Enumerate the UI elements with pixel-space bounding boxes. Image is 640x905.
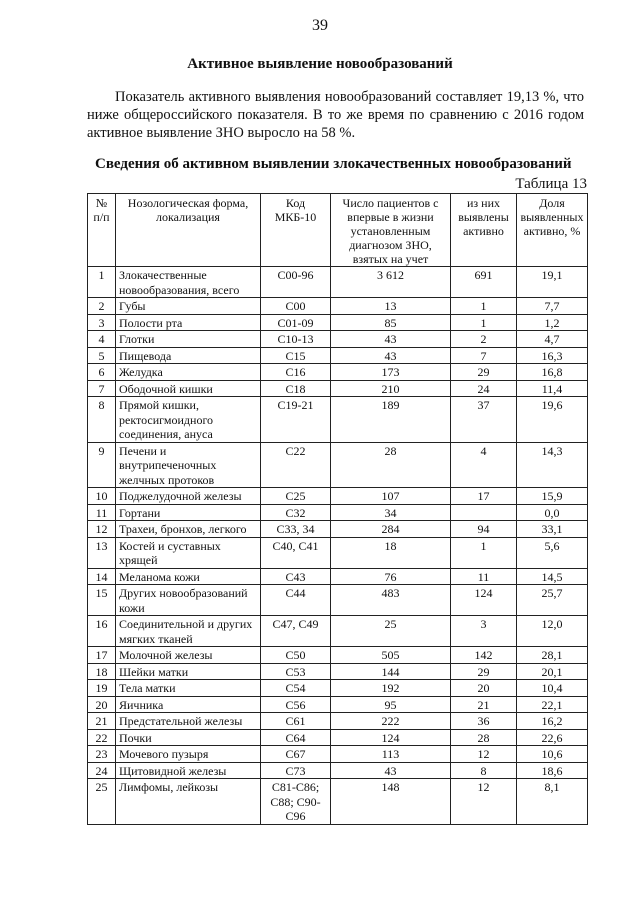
table-row bbox=[88, 537, 588, 568]
row-number: 6 bbox=[88, 364, 116, 381]
row-localization: Почки bbox=[116, 729, 261, 746]
row-localization: Желудка bbox=[116, 364, 261, 381]
row-number: 3 bbox=[88, 314, 116, 331]
row-patients: 25 bbox=[331, 616, 451, 647]
row-share: 11,4 bbox=[517, 380, 588, 397]
table-row bbox=[88, 504, 588, 521]
row-number: 19 bbox=[88, 680, 116, 697]
table-row bbox=[88, 680, 588, 697]
row-patients: 43 bbox=[331, 331, 451, 348]
row-number: 2 bbox=[88, 298, 116, 315]
row-share: 25,7 bbox=[517, 585, 588, 616]
row-share: 7,7 bbox=[517, 298, 588, 315]
body-paragraph bbox=[87, 88, 584, 142]
row-patients: 18 bbox=[331, 537, 451, 568]
row-number: 10 bbox=[88, 488, 116, 505]
row-icd-code: С19-21 bbox=[261, 397, 331, 443]
row-share: 28,1 bbox=[517, 647, 588, 664]
row-patients: 113 bbox=[331, 746, 451, 763]
row-active: 12 bbox=[451, 779, 517, 825]
row-icd-code: С25 bbox=[261, 488, 331, 505]
row-active: 29 bbox=[451, 364, 517, 381]
row-icd-code: С67 bbox=[261, 746, 331, 763]
row-number: 17 bbox=[88, 647, 116, 664]
row-number: 5 bbox=[88, 347, 116, 364]
row-icd-code: С15 bbox=[261, 347, 331, 364]
row-share: 8,1 bbox=[517, 779, 588, 825]
row-active: 12 bbox=[451, 746, 517, 763]
row-localization: Глотки bbox=[116, 331, 261, 348]
table-row bbox=[88, 331, 588, 348]
row-icd-code: С10-13 bbox=[261, 331, 331, 348]
row-active: 2 bbox=[451, 331, 517, 348]
row-patients: 95 bbox=[331, 696, 451, 713]
row-localization: Пищевода bbox=[116, 347, 261, 364]
row-localization: Молочной железы bbox=[116, 647, 261, 664]
row-number: 25 bbox=[88, 779, 116, 825]
row-active: 94 bbox=[451, 521, 517, 538]
row-active: 691 bbox=[451, 267, 517, 298]
row-patients: 192 bbox=[331, 680, 451, 697]
table-row bbox=[88, 779, 588, 825]
row-patients: 76 bbox=[331, 568, 451, 585]
row-share: 5,6 bbox=[517, 537, 588, 568]
row-icd-code: С01-09 bbox=[261, 314, 331, 331]
row-active: 8 bbox=[451, 762, 517, 779]
row-share: 22,1 bbox=[517, 696, 588, 713]
row-localization: Предстательной железы bbox=[116, 713, 261, 730]
row-share: 14,5 bbox=[517, 568, 588, 585]
table-row bbox=[88, 616, 588, 647]
row-active: 1 bbox=[451, 314, 517, 331]
row-patients: 43 bbox=[331, 762, 451, 779]
row-active: 142 bbox=[451, 647, 517, 664]
table-row bbox=[88, 521, 588, 538]
row-share: 19,6 bbox=[517, 397, 588, 443]
table-row bbox=[88, 298, 588, 315]
row-active bbox=[451, 504, 517, 521]
table-row bbox=[88, 267, 588, 298]
row-share: 16,3 bbox=[517, 347, 588, 364]
row-active: 20 bbox=[451, 680, 517, 697]
row-active: 29 bbox=[451, 663, 517, 680]
row-localization: Полости рта bbox=[116, 314, 261, 331]
row-number: 12 bbox=[88, 521, 116, 538]
row-localization: Прямой кишки, ректосигмоидного соединения, ануса bbox=[116, 397, 261, 443]
table-row bbox=[88, 364, 588, 381]
row-share: 20,1 bbox=[517, 663, 588, 680]
row-icd-code: С40, С41 bbox=[261, 537, 331, 568]
row-active: 17 bbox=[451, 488, 517, 505]
row-icd-code: С18 bbox=[261, 380, 331, 397]
row-number: 4 bbox=[88, 331, 116, 348]
row-localization: Ободочной кишки bbox=[116, 380, 261, 397]
table-row bbox=[88, 729, 588, 746]
page-number: 39 bbox=[312, 17, 328, 34]
row-number: 22 bbox=[88, 729, 116, 746]
row-patients: 34 bbox=[331, 504, 451, 521]
row-icd-code: С44 bbox=[261, 585, 331, 616]
row-number: 11 bbox=[88, 504, 116, 521]
row-patients: 222 bbox=[331, 713, 451, 730]
row-number: 16 bbox=[88, 616, 116, 647]
row-number: 9 bbox=[88, 442, 116, 488]
col-header-number: № п/п bbox=[88, 194, 116, 267]
row-localization: Гортани bbox=[116, 504, 261, 521]
table-row bbox=[88, 663, 588, 680]
row-icd-code: С61 bbox=[261, 713, 331, 730]
table-label: Таблица 13 bbox=[515, 176, 587, 192]
row-icd-code: С16 bbox=[261, 364, 331, 381]
row-patients: 189 bbox=[331, 397, 451, 443]
row-localization: Трахеи, бронхов, легкого bbox=[116, 521, 261, 538]
table-row bbox=[88, 314, 588, 331]
table-row bbox=[88, 696, 588, 713]
row-share: 14,3 bbox=[517, 442, 588, 488]
table-row bbox=[88, 713, 588, 730]
row-active: 28 bbox=[451, 729, 517, 746]
row-active: 37 bbox=[451, 397, 517, 443]
row-active: 7 bbox=[451, 347, 517, 364]
row-patients: 148 bbox=[331, 779, 451, 825]
row-number: 7 bbox=[88, 380, 116, 397]
row-number: 13 bbox=[88, 537, 116, 568]
row-icd-code: С33, 34 bbox=[261, 521, 331, 538]
row-icd-code: С54 bbox=[261, 680, 331, 697]
row-share: 16,2 bbox=[517, 713, 588, 730]
row-localization: Шейки матки bbox=[116, 663, 261, 680]
table-row bbox=[88, 380, 588, 397]
row-icd-code: С64 bbox=[261, 729, 331, 746]
row-icd-code: С81-С86; С88; С90-С96 bbox=[261, 779, 331, 825]
row-patients: 28 bbox=[331, 442, 451, 488]
row-patients: 210 bbox=[331, 380, 451, 397]
row-active: 124 bbox=[451, 585, 517, 616]
col-header-icd-code: Код МКБ-10 bbox=[261, 194, 331, 267]
row-patients: 107 bbox=[331, 488, 451, 505]
row-icd-code: С00 bbox=[261, 298, 331, 315]
row-share: 18,6 bbox=[517, 762, 588, 779]
row-icd-code: С00-96 bbox=[261, 267, 331, 298]
table-header-row bbox=[88, 194, 588, 267]
row-active: 11 bbox=[451, 568, 517, 585]
col-header-share: Доля выявленных активно, % bbox=[517, 194, 588, 267]
table-row bbox=[88, 585, 588, 616]
row-icd-code: С73 bbox=[261, 762, 331, 779]
row-active: 1 bbox=[451, 298, 517, 315]
row-share: 15,9 bbox=[517, 488, 588, 505]
row-share: 19,1 bbox=[517, 267, 588, 298]
section-heading: Активное выявление новообразований bbox=[187, 56, 453, 72]
row-icd-code: С47, С49 bbox=[261, 616, 331, 647]
row-patients: 43 bbox=[331, 347, 451, 364]
row-share: 10,6 bbox=[517, 746, 588, 763]
row-patients: 144 bbox=[331, 663, 451, 680]
row-localization: Губы bbox=[116, 298, 261, 315]
row-patients: 85 bbox=[331, 314, 451, 331]
row-number: 1 bbox=[88, 267, 116, 298]
row-number: 15 bbox=[88, 585, 116, 616]
row-icd-code: С53 bbox=[261, 663, 331, 680]
table-title: Сведения об активном выявлении злокачественных новообразований bbox=[95, 156, 572, 172]
row-active: 36 bbox=[451, 713, 517, 730]
col-header-patients: Число пациентов с впервые в жизни установленным диагнозом ЗНО, взятых на учет bbox=[331, 194, 451, 267]
row-localization: Костей и суставных хрящей bbox=[116, 537, 261, 568]
data-table bbox=[87, 193, 588, 825]
row-number: 20 bbox=[88, 696, 116, 713]
row-share: 22,6 bbox=[517, 729, 588, 746]
row-patients: 3 612 bbox=[331, 267, 451, 298]
row-localization: Печени и внутрипеченочных желчных протоков bbox=[116, 442, 261, 488]
row-share: 1,2 bbox=[517, 314, 588, 331]
row-patients: 505 bbox=[331, 647, 451, 664]
row-share: 16,8 bbox=[517, 364, 588, 381]
paragraph-text: Показатель активного выявления новообразований составляет 19,13 %, что ниже общероссийского показателя. В то же время по сравнению с 2016 годом активное выявление ЗНО выросло на 58 %. bbox=[87, 89, 584, 141]
row-icd-code: С43 bbox=[261, 568, 331, 585]
table-row bbox=[88, 488, 588, 505]
table-row bbox=[88, 442, 588, 488]
row-localization: Других новообразований кожи bbox=[116, 585, 261, 616]
row-localization: Мочевого пузыря bbox=[116, 746, 261, 763]
row-localization: Поджелудочной железы bbox=[116, 488, 261, 505]
col-header-active: из них выявлены активно bbox=[451, 194, 517, 267]
table-row bbox=[88, 347, 588, 364]
row-number: 21 bbox=[88, 713, 116, 730]
row-number: 18 bbox=[88, 663, 116, 680]
row-active: 3 bbox=[451, 616, 517, 647]
row-localization: Меланома кожи bbox=[116, 568, 261, 585]
row-number: 8 bbox=[88, 397, 116, 443]
row-active: 21 bbox=[451, 696, 517, 713]
row-icd-code: С56 bbox=[261, 696, 331, 713]
row-patients: 13 bbox=[331, 298, 451, 315]
table-row bbox=[88, 762, 588, 779]
row-share: 12,0 bbox=[517, 616, 588, 647]
row-number: 24 bbox=[88, 762, 116, 779]
row-patients: 124 bbox=[331, 729, 451, 746]
row-number: 14 bbox=[88, 568, 116, 585]
row-share: 33,1 bbox=[517, 521, 588, 538]
row-share: 10,4 bbox=[517, 680, 588, 697]
row-icd-code: С50 bbox=[261, 647, 331, 664]
table-row bbox=[88, 746, 588, 763]
row-patients: 284 bbox=[331, 521, 451, 538]
row-share: 0,0 bbox=[517, 504, 588, 521]
row-localization: Тела матки bbox=[116, 680, 261, 697]
row-active: 1 bbox=[451, 537, 517, 568]
row-share: 4,7 bbox=[517, 331, 588, 348]
table-row bbox=[88, 568, 588, 585]
row-localization: Злокачественные новообразования, всего bbox=[116, 267, 261, 298]
row-localization: Щитовидной железы bbox=[116, 762, 261, 779]
row-localization: Лимфомы, лейкозы bbox=[116, 779, 261, 825]
row-patients: 483 bbox=[331, 585, 451, 616]
row-number: 23 bbox=[88, 746, 116, 763]
table-row bbox=[88, 397, 588, 443]
col-header-localization: Нозологическая форма, локализация bbox=[116, 194, 261, 267]
table-row bbox=[88, 647, 588, 664]
row-icd-code: С22 bbox=[261, 442, 331, 488]
row-active: 24 bbox=[451, 380, 517, 397]
row-icd-code: С32 bbox=[261, 504, 331, 521]
row-active: 4 bbox=[451, 442, 517, 488]
row-localization: Яичника bbox=[116, 696, 261, 713]
row-patients: 173 bbox=[331, 364, 451, 381]
row-localization: Соединительной и других мягких тканей bbox=[116, 616, 261, 647]
